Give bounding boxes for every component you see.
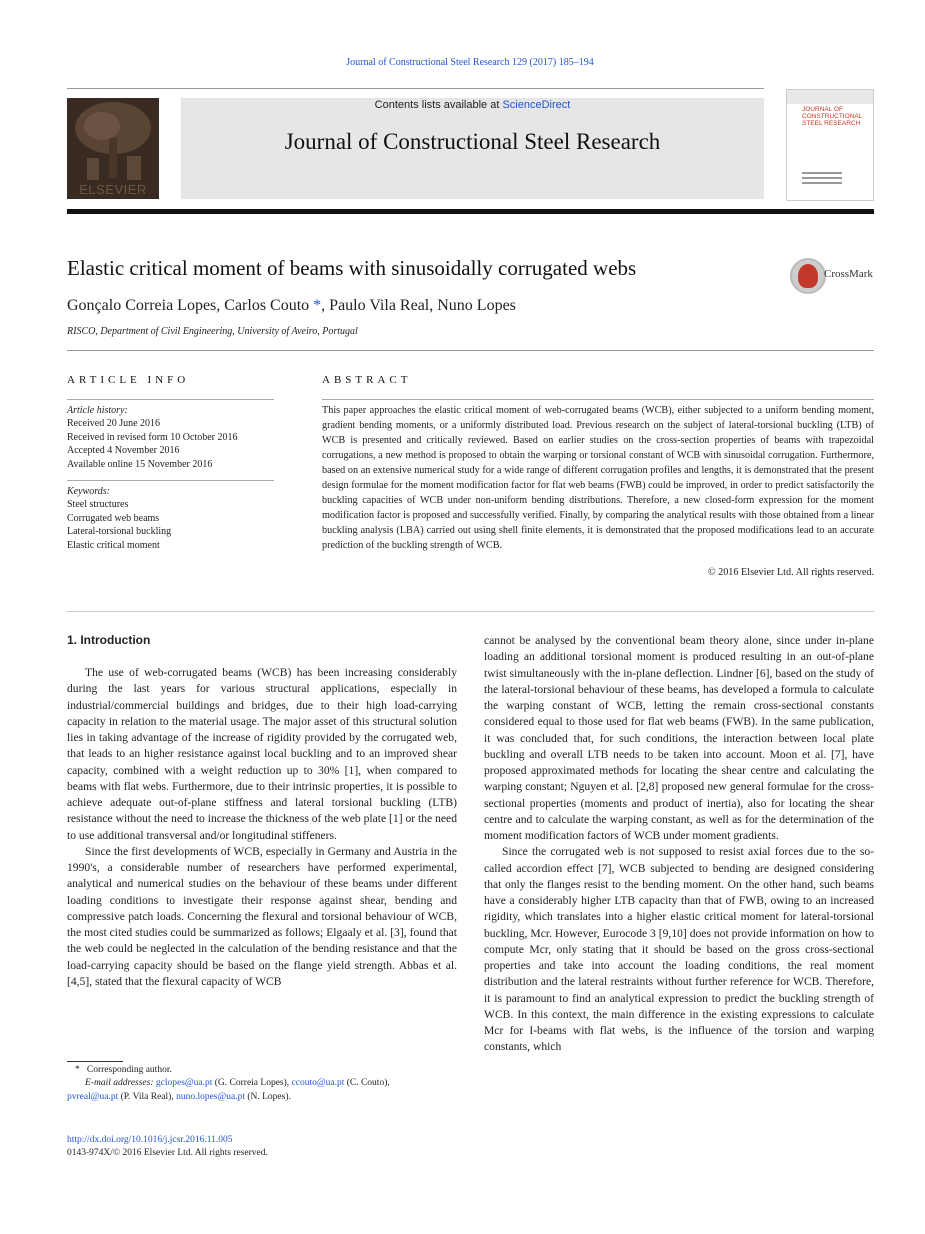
publisher-logo-text: ELSEVIER (79, 182, 147, 197)
abstract-copyright: © 2016 Elsevier Ltd. All rights reserved. (707, 567, 874, 578)
corresponding-label: Corresponding author. (86, 1065, 172, 1075)
keywords (67, 485, 277, 552)
keyword-item: Steel structures (67, 499, 129, 511)
cover-editor-lines (802, 172, 842, 187)
history-accepted: Accepted 4 November 2016 (67, 445, 180, 457)
contents-line (181, 99, 764, 111)
history-online: Available online 15 November 2016 (67, 458, 213, 470)
title-divider (67, 350, 874, 351)
article-history (67, 404, 277, 471)
email-owner: (C. Couto), (344, 1078, 390, 1089)
email-owner: (P. Vila Real), (118, 1091, 177, 1102)
affiliation: RISCO, Department of Civil Engineering, University of Aveiro, Portugal (67, 326, 358, 337)
email-link[interactable]: gclopes@ua.pt (155, 1078, 213, 1089)
crossmark-icon[interactable] (790, 258, 826, 294)
abstract-rule (322, 399, 874, 400)
abstract-text: This paper approaches the elastic critical moment of web-corrugated beams (WCB), either subjected to a uniform bending moment, gradient bending moments, or a uniformly distributed load. Previous research on the subject of lateral-torsional buckling (LTB) of WCB is presented and critically reviewed. Based on earlier studies on the cross-section properties of beams with trapezoidal corrugations, a new method is proposed to obtain the warping or torsional constant of WCB with sinusoidal corrugation. Furthermore, based on an extensive numerical study for a wide range of different corrugation profiles and lengths, it is demonstrated that the present design formulae for the moment modification factor for flat web beams (FWB) could be improved, in order to predict satisfactorily the buckling capacities of WCB under non-uniform bending distributions. Therefore, a new closed-form expression for the moment modification factor is proposed and successfully verified. Finally, by comparing the analytical results with those obtained from a linear buckling analysis (LBA) carried out using shell finite elements, it is demonstrated that the proposed modifications lead to an accurate prediction of the buckling strength of WCB. (322, 405, 874, 551)
keywords-rule (67, 480, 274, 481)
header-divider (67, 88, 764, 89)
elsevier-logo[interactable] (67, 98, 159, 199)
keyword-item: Corrugated web beams (67, 512, 160, 524)
article-info-rule (67, 399, 274, 400)
footnote-marker: * (75, 1065, 80, 1075)
left-column (67, 665, 457, 990)
section-heading: 1. Introduction (67, 633, 151, 647)
email-link[interactable]: nuno.lopes@ua.pt (176, 1091, 245, 1102)
right-column (484, 633, 874, 1056)
authors-first: Gonçalo Correia Lopes, Carlos Couto (67, 297, 314, 314)
journal-title[interactable]: Journal of Constructional Steel Research (284, 129, 661, 154)
footnote-emails-2 (67, 1091, 457, 1104)
paragraph: Since the corrugated web is not supposed to resist axial forces due to the so-called accordion effect [7], WCB subjected to bending are designed considering that only the flanges resist to the bending moment. On the other hand, such beams have a considerably higher LTB capacity than that of FWB, owing to an increased rigidity, which translates into a higher elastic critical moment for lateral-torsional buckling, Mcr. However, Eurocode 3 [9,10] does not provide information on how to compute Mcr, only stating that it should be based on the gross cross-sectional properties and take into account the loading conditions, the real moment distribution and the lateral restraints without further reference for WCB. Therefore, it is paramount to find an analytical expression to predict the buckling strength of WCB. In this context, the main difference in the existing expressions to calculate Mcr for I-beams with flat webs, is the influence of the torsion and warping constants, which (484, 845, 874, 1054)
doi-link[interactable]: http://dx.doi.org/10.1016/j.jcsr.2016.11.005 (67, 1135, 233, 1145)
cover-title: JOURNAL OF CONSTRUCTIONAL STEEL RESEARCH (802, 106, 863, 127)
header-thick-rule (67, 209, 874, 214)
keywords-label: Keywords: (67, 486, 110, 497)
email-link[interactable]: pvreal@ua.pt (67, 1091, 119, 1102)
abstract-divider (67, 611, 874, 612)
keyword-item: Lateral-torsional buckling (67, 526, 172, 538)
tree-logo-icon (67, 98, 159, 183)
footnote-emails (67, 1077, 457, 1090)
footnote-rule (67, 1061, 123, 1062)
footnote-corresponding (67, 1064, 457, 1077)
email-owner: (G. Correia Lopes), (212, 1078, 292, 1089)
email-owner: (N. Lopes). (244, 1091, 291, 1102)
issn-line: 0143-974X/© 2016 Elsevier Ltd. All rights reserved. (67, 1148, 268, 1158)
abstract-heading: ABSTRACT (322, 374, 412, 386)
paragraph: Since the first developments of WCB, especially in Germany and Austria in the 1990's, a considerable number of researchers have performed experimental, analytical and numerical studies on the behaviour of these beams under different loading conditions to investigate their response against shear, bending and compressive patch loads. Concerning the flexural and torsional behaviour of WCB, the most cited studies could be summarized as follows; Elgaaly et al. [3], found that the web could be neglected in the calculation of the bending resistance and that the load-carrying capacity should be based on the flange yield strength. Abbas et al. [4,5], stated that the flexural capacity of WCB (67, 844, 457, 988)
doi-block (67, 1134, 268, 1160)
keyword-item: Elastic critical moment (67, 539, 160, 551)
history-label: Article history: (67, 405, 128, 416)
cover-header-strip (787, 90, 873, 104)
paragraph: cannot be analysed by the conventional beam theory alone, since under in-plane loading an additional torsional moment is produced resulting in an out-of-plane twist simultaneously with the in-plane deflection. Lindner [6], based on the study of the lateral-torsional behaviour of these beams, has developed a formula to calculate the warping constant of WCB, letting the remain cross-sectional constants considered equal to those used for flat web beams (FWB). In the same publication, it was concluded that, for such conditions, the interaction between local plate buckling and overall LTB needs to be taken into account. Moon et al. [7], have proposed approximated methods for locating the shear centre and calculating the warping constant; Nguyen et al. [2,8] proposed new general formulae for the cross-sectional properties (moments and product of inertia), also for locating the shear centre and to calculate the warping constant, as well as for the determination of the moment modification factors of WCB under moment gradients. (484, 634, 874, 842)
email-label: E-mail addresses: (85, 1078, 154, 1089)
sciencedirect-link[interactable]: ScienceDirect (502, 99, 571, 111)
email-link[interactable]: ccouto@ua.pt (291, 1078, 345, 1089)
paragraph: The use of web-corrugated beams (WCB) has been increasing considerably during the last years for various structural applications, especially in industrial/commercial buildings and bridges, due to their high load-carrying capacity in relation to the material usage. The major asset of this structural solution lies in taking advantage of the increase of rigidity provided by the corrugated web, that leads to an higher resistance against local buckling and to an improved shear capacity, combined with a weight reduction up to 30% [1], when compared to beams with flat webs. Furthermore, due to their intrinsic properties, it is possible to achieve adequate out-of-plane stiffness and lateral torsional buckling (LTB) resistance without the need to increase the thickness of the web plate [1] or the need to use additional transversal and/or longitudinal stiffeners. (67, 666, 457, 842)
article-info-heading: ARTICLE INFO (67, 374, 190, 386)
journal-banner (181, 98, 764, 199)
journal-reference-link[interactable]: Journal of Constructional Steel Research 129 (2017) 185–194 (346, 57, 594, 68)
journal-cover-thumbnail[interactable] (786, 89, 874, 201)
crossmark-label[interactable]: CrossMark (824, 268, 873, 280)
corresponding-author-marker[interactable]: * (313, 297, 322, 314)
footnote (67, 1064, 457, 1104)
author-list (67, 297, 516, 315)
article-title: Elastic critical moment of beams with sinusoidally corrugated webs (67, 256, 637, 280)
contents-prefix: Contents lists available at (374, 99, 503, 111)
history-received: Received 20 June 2016 (67, 418, 161, 430)
history-revised: Received in revised form 10 October 2016 (67, 431, 238, 443)
authors-rest: , Paulo Vila Real, Nuno Lopes (321, 297, 516, 314)
